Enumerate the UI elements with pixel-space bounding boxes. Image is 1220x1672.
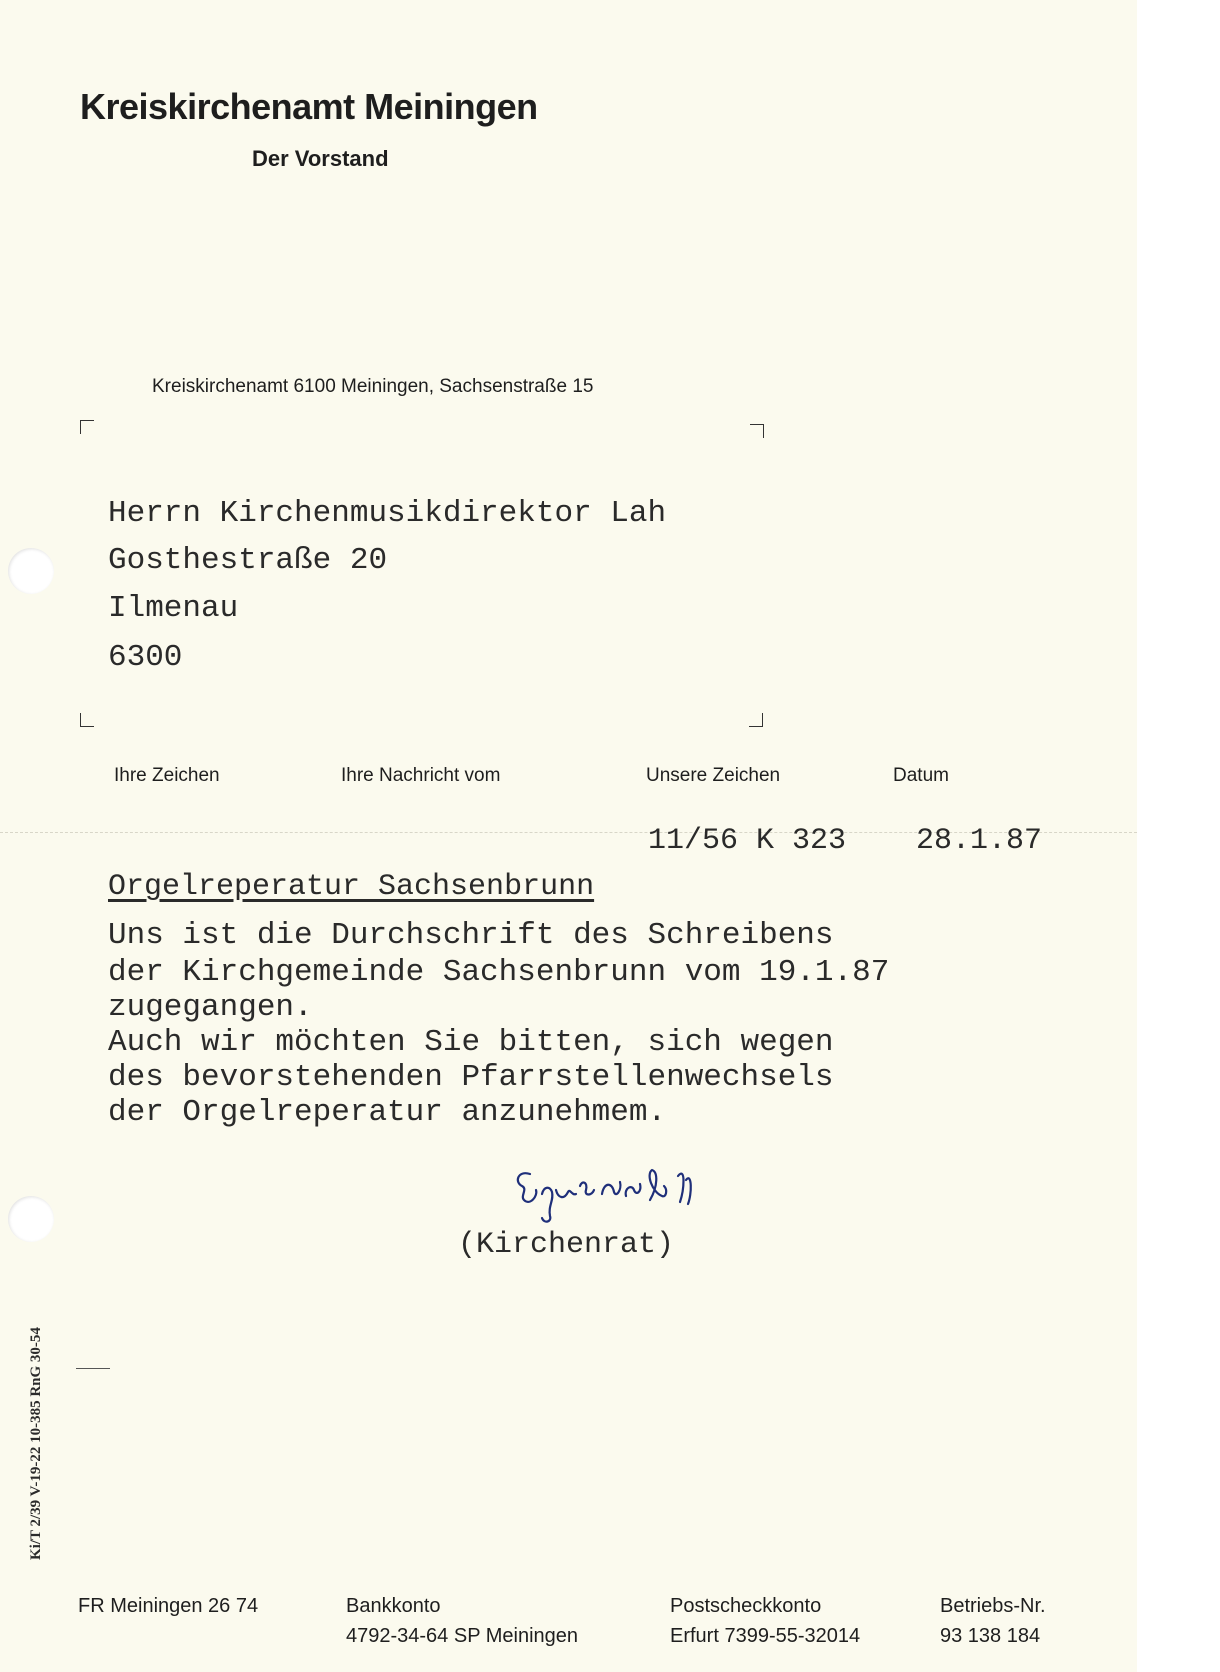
- margin-mark: [76, 1368, 110, 1369]
- form-code: Ki/T 2/39 V-19-22 10-385 RnG 30-54: [28, 1327, 44, 1560]
- recipient-street: Gosthestraße 20: [108, 543, 388, 578]
- label-datum: Datum: [893, 765, 949, 786]
- recipient-name: Herrn Kirchenmusikdirektor Lah: [108, 496, 667, 531]
- address-window-corner: [80, 713, 94, 727]
- punch-hole: [8, 548, 54, 594]
- body-line: des bevorstehenden Pfarrstellenwechsels: [108, 1060, 834, 1095]
- recipient-postcode: 6300: [108, 640, 183, 675]
- recipient-city: Ilmenau: [108, 591, 239, 626]
- footer-bank-label: Bankkonto: [346, 1595, 441, 1617]
- label-ihre-nachricht: Ihre Nachricht vom: [341, 765, 501, 786]
- footer-company-value: 93 138 184: [940, 1625, 1041, 1647]
- label-unsere-zeichen: Unsere Zeichen: [646, 765, 781, 786]
- footer-bank: [346, 1591, 578, 1651]
- body-line: Auch wir möchten Sie bitten, sich wegen: [108, 1025, 834, 1060]
- body-line: der Orgelreperatur anzunehmem.: [108, 1095, 667, 1130]
- punch-hole: [8, 1196, 54, 1242]
- letterhead-organization: Kreiskirchenamt Meiningen: [80, 86, 538, 127]
- body-line: Uns ist die Durchschrift des Schreibens: [108, 918, 834, 953]
- letterhead-department: Der Vorstand: [252, 146, 389, 171]
- footer-company: [940, 1591, 1046, 1651]
- address-window-corner: [750, 424, 764, 438]
- footer-postal-label: Postscheckkonto: [670, 1595, 822, 1617]
- footer-bank-value: 4792-34-64 SP Meiningen: [346, 1625, 579, 1647]
- address-window-corner: [80, 420, 94, 434]
- body-line: der Kirchgemeinde Sachsenbrunn vom 19.1.87: [108, 955, 890, 990]
- value-datum: 28.1.87: [916, 824, 1043, 858]
- label-ihre-zeichen: Ihre Zeichen: [114, 765, 220, 786]
- body-line: zugegangen.: [108, 990, 313, 1025]
- letter-subject: Orgelreperatur Sachsenbrunn: [108, 870, 595, 904]
- footer-court: FR Meiningen 26 74: [78, 1595, 259, 1617]
- footer-postal-value: Erfurt 7399-55-32014: [670, 1625, 861, 1647]
- address-window-corner: [749, 713, 763, 727]
- footer-company-label: Betriebs-Nr.: [940, 1595, 1046, 1617]
- signer-title: (Kirchenrat): [458, 1228, 675, 1262]
- value-unsere-zeichen: 11/56 K 323: [648, 824, 847, 858]
- return-address: Kreiskirchenamt 6100 Meiningen, Sachsenstraße 15: [152, 376, 594, 397]
- footer-postal: [670, 1591, 860, 1651]
